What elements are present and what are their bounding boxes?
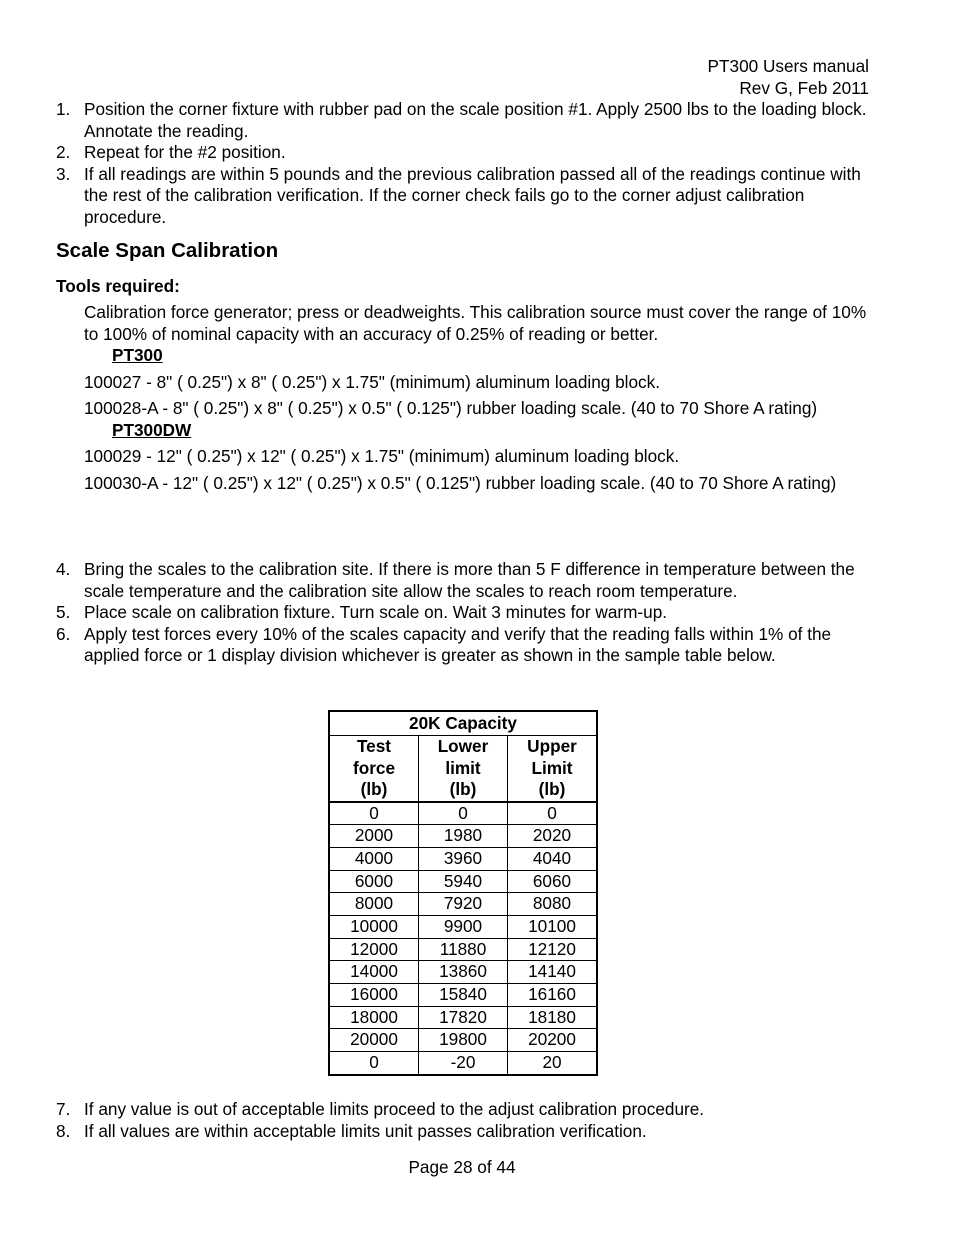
step-text: Repeat for the #2 position.	[84, 142, 286, 162]
list-item	[56, 602, 876, 624]
table-cell: 19800	[419, 1029, 508, 1052]
table-cell: 18180	[508, 1006, 598, 1029]
column-header-lower-limit: Lower limit (lb)	[419, 736, 508, 802]
table-cell: -20	[419, 1052, 508, 1075]
table-cell: 15840	[419, 984, 508, 1007]
tools-block	[84, 302, 874, 494]
table-row	[329, 938, 597, 961]
table-cell: 4040	[508, 847, 598, 870]
pt300-label: PT300	[112, 345, 163, 365]
tool-item: 100029 - 12" ( 0.25") x 12" ( 0.25") x 1.75" (minimum) aluminum loading block.	[84, 446, 680, 466]
table-cell: 12120	[508, 938, 598, 961]
table-cell: 13860	[419, 961, 508, 984]
table-cell: 16160	[508, 984, 598, 1007]
tools-heading: Tools required:	[56, 276, 180, 296]
table-cell: 16000	[329, 984, 419, 1007]
table-cell: 1980	[419, 825, 508, 848]
table-cell: 12000	[329, 938, 419, 961]
step-text: If all readings are within 5 pounds and the previous calibration passed all of the readings continue with the rest of the calibration verification. If the corner check fails go to the corner adjust calibration procedure.	[84, 163, 861, 227]
table-cell: 2020	[508, 825, 598, 848]
table-title: 20K Capacity	[329, 711, 597, 736]
table-row	[329, 984, 597, 1007]
table-row	[329, 1052, 597, 1075]
tool-item: 100027 - 8" ( 0.25") x 8" ( 0.25") x 1.75" (minimum) aluminum loading block.	[84, 371, 660, 392]
table-row	[329, 915, 597, 938]
table-row	[329, 893, 597, 916]
table-row	[329, 1006, 597, 1029]
pt300dw-label: PT300DW	[112, 419, 192, 440]
step-text: If all values are within acceptable limits unit passes calibration verification.	[84, 1120, 647, 1141]
step-text: If any value is out of acceptable limits proceed to the adjust calibration procedure.	[84, 1099, 705, 1119]
section-title: Scale Span Calibration	[56, 239, 279, 262]
tool-item: 100030-A - 12" ( 0.25") x 12" ( 0.25") x 0.5" ( 0.125") rubber loading scale. (40 to 70 Shore A rating)	[84, 472, 837, 493]
steps-list-a	[56, 99, 876, 228]
tool-item: 100028-A - 8" ( 0.25") x 8" ( 0.25") x 0.5" ( 0.125") rubber loading scale. (40 to 70 Shore A rating)	[84, 398, 818, 418]
table-cell: 14000	[329, 961, 419, 984]
step-text: Position the corner fixture with rubber pad on the scale position #1. Apply 2500 lbs to the loading block. Annotate the reading.	[84, 99, 867, 141]
manual-title: PT300 Users manual	[707, 56, 869, 76]
list-item	[56, 1121, 876, 1143]
list-item	[56, 99, 876, 142]
list-item	[56, 1099, 876, 1121]
list-item	[56, 624, 876, 667]
table-cell: 8080	[508, 893, 598, 916]
table-cell: 0	[419, 802, 508, 825]
revision-label: Rev G, Feb 2011	[739, 77, 869, 98]
step-number: 2.	[56, 142, 71, 162]
list-item	[56, 559, 876, 602]
step-text: Apply test forces every 10% of the scales capacity and verify that the reading falls within 1% of the applied force or 1 display division whichever is greater as shown in the sample table below.	[84, 623, 832, 665]
step-number: 3.	[56, 163, 71, 184]
list-item	[56, 164, 876, 229]
table-cell: 14140	[508, 961, 598, 984]
step-text: Place scale on calibration fixture. Turn scale on. Wait 3 minutes for warm-up.	[84, 602, 668, 622]
table-cell: 6060	[508, 870, 598, 893]
table-cell: 20	[508, 1052, 598, 1075]
table-row	[329, 802, 597, 825]
steps-list-b	[56, 559, 876, 667]
step-number: 1.	[56, 99, 71, 119]
step-number: 8.	[56, 1120, 71, 1141]
table-cell: 5940	[419, 870, 508, 893]
steps-list-c	[56, 1099, 876, 1142]
capacity-table	[328, 710, 598, 1076]
table-cell: 3960	[419, 847, 508, 870]
table-row	[329, 961, 597, 984]
table-cell: 2000	[329, 825, 419, 848]
table-cell: 0	[329, 802, 419, 825]
table-cell: 17820	[419, 1006, 508, 1029]
table-row	[329, 847, 597, 870]
table-cell: 0	[329, 1052, 419, 1075]
table-cell: 18000	[329, 1006, 419, 1029]
table-row	[329, 825, 597, 848]
column-header-test-force: Test force (lb)	[329, 736, 419, 802]
table-cell: 9900	[419, 915, 508, 938]
table-body	[329, 802, 597, 1075]
step-number: 7.	[56, 1099, 71, 1119]
page-header	[708, 56, 869, 99]
table-cell: 0	[508, 802, 598, 825]
table-cell: 10000	[329, 915, 419, 938]
table-cell: 7920	[419, 893, 508, 916]
table-cell: 20200	[508, 1029, 598, 1052]
table-cell: 4000	[329, 847, 419, 870]
tools-intro: Calibration force generator; press or deadweights. This calibration source must cover the range of 10% to 100% of nominal capacity with an accuracy of 0.25% of reading or better.	[84, 302, 867, 344]
page-footer: Page 28 of 44	[408, 1157, 516, 1177]
table-cell: 20000	[329, 1029, 419, 1052]
table-cell: 8000	[329, 893, 419, 916]
table-cell: 11880	[419, 938, 508, 961]
step-number: 6.	[56, 623, 71, 644]
table-row	[329, 870, 597, 893]
table-row	[329, 1029, 597, 1052]
step-text: Bring the scales to the calibration site. If there is more than 5 F difference in temperature between the scale temperature and the calibration site allow the scales to reach room temperature.	[84, 559, 855, 601]
table-cell: 10100	[508, 915, 598, 938]
table-cell: 6000	[329, 870, 419, 893]
column-header-upper-limit: Upper Limit (lb)	[508, 736, 598, 802]
step-number: 5.	[56, 602, 71, 622]
step-number: 4.	[56, 559, 71, 579]
list-item	[56, 142, 876, 164]
